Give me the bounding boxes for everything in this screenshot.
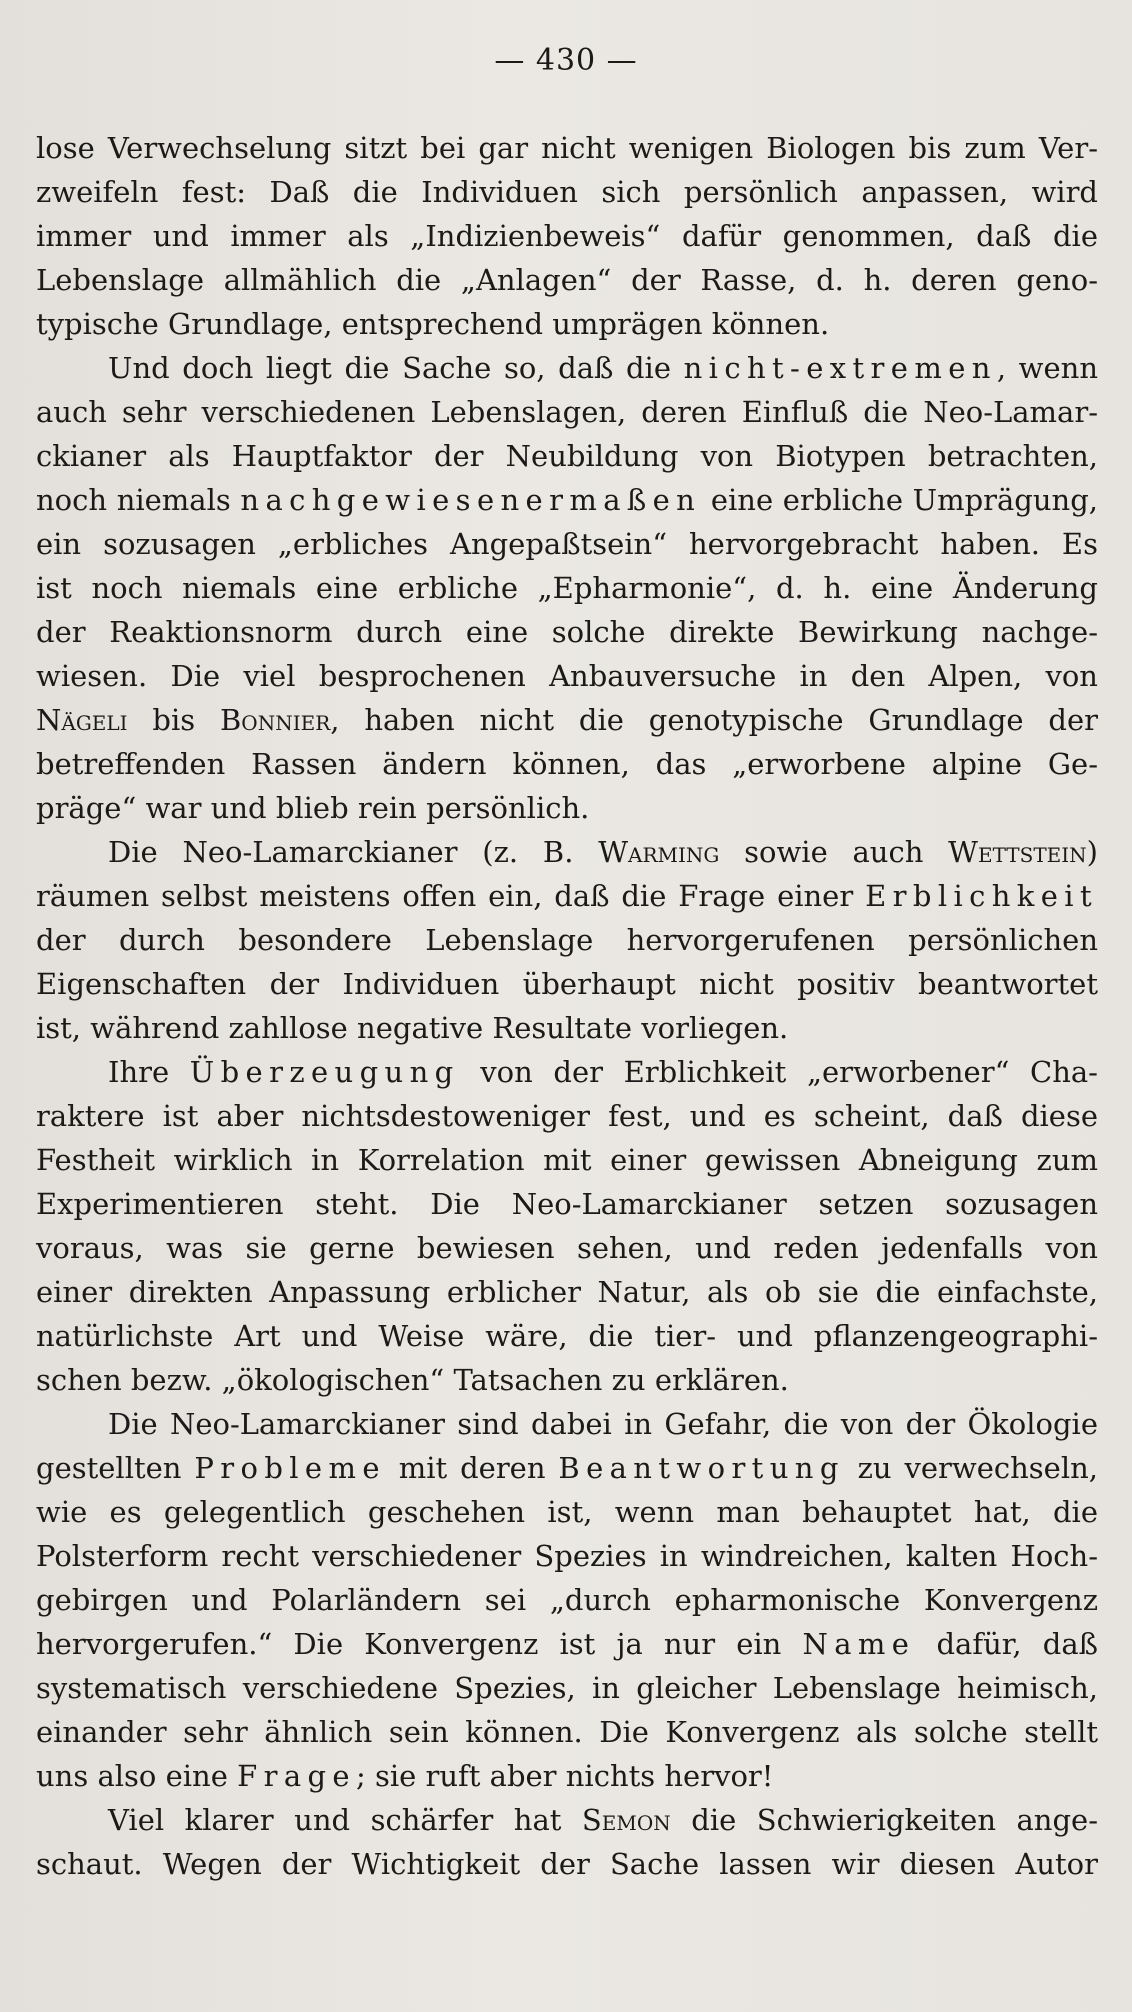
text-line: raktere ist aber nichtsdestoweniger fest, und es scheint, daß diese	[36, 1099, 1098, 1133]
text-line: typische Grundlage, entsprechend umprägen können.	[36, 307, 830, 341]
text-line: ist, während zahllose negative Resultate vorliegen.	[36, 1011, 789, 1045]
body-text	[36, 126, 1098, 1886]
text-line: Die Neo-Lamarckianer sind dabei in Gefahr, die von der Ökologie	[108, 1407, 1098, 1441]
text-line: zweifeln fest: Daß die Individuen sich persönlich anpassen, wird	[36, 175, 1098, 209]
text-line: ein sozusagen „erbliches Angepaßtsein“ hervorgebracht haben. Es	[36, 527, 1098, 561]
text-line: der durch besondere Lebenslage hervorgerufenen persönlichen	[36, 923, 1098, 957]
text-line: natürlichste Art und Weise wäre, die tier- und pflanzengeographi-	[36, 1319, 1098, 1353]
text-line: Festheit wirklich in Korrelation mit einer gewissen Abneigung zum	[36, 1143, 1098, 1177]
text-line: wiesen. Die viel besprochenen Anbauversuche in den Alpen, von	[36, 659, 1098, 693]
text-line: hervorgerufen.“ Die Konvergenz ist ja nur ein Name dafür, daß	[36, 1627, 1099, 1661]
text-line: Nägeli bis Bonnier, haben nicht die genotypische Grundlage der	[36, 703, 1098, 737]
text-line: der Reaktionsnorm durch eine solche direkte Bewirkung nachge-	[36, 615, 1098, 649]
text-line: voraus, was sie gerne bewiesen sehen, und reden jedenfalls von	[36, 1231, 1098, 1265]
text-line: räumen selbst meistens offen ein, daß die Frage einer Erblichkeit	[36, 879, 1098, 913]
text-line: Ihre Überzeugung von der Erblichkeit „erworbener“ Cha-	[108, 1055, 1098, 1089]
text-line: uns also eine Frage; sie ruft aber nichts hervor!	[36, 1759, 774, 1793]
text-line: immer und immer als „Indizienbeweis“ dafür genommen, daß die	[36, 219, 1098, 253]
text-line: Experimentieren steht. Die Neo-Lamarckianer setzen sozusagen	[36, 1187, 1098, 1221]
text-line: gebirgen und Polarländern sei „durch epharmonische Konvergenz	[36, 1583, 1098, 1617]
text-line: systematisch verschiedene Spezies, in gleicher Lebenslage heimisch,	[36, 1671, 1098, 1705]
text-line: gestellten Probleme mit deren Beantwortung zu verwechseln,	[36, 1451, 1099, 1485]
text-line: ckianer als Hauptfaktor der Neubildung von Biotypen betrachten,	[36, 439, 1098, 473]
text-line: Polsterform recht verschiedener Spezies in windreichen, kalten Hoch-	[36, 1539, 1098, 1573]
text-line: noch niemals nachgewiesenermaßen eine erbliche Umprägung,	[36, 483, 1098, 517]
text-line: schaut. Wegen der Wichtigkeit der Sache lassen wir diesen Autor	[36, 1847, 1098, 1881]
text-line: Lebenslage allmählich die „Anlagen“ der Rasse, d. h. deren geno-	[36, 263, 1098, 297]
page-number: — 430 —	[494, 43, 638, 78]
text-line: einer direkten Anpassung erblicher Natur, als ob sie die einfachste,	[36, 1275, 1098, 1309]
text-line: Und doch liegt die Sache so, daß die nicht-extremen, wenn	[108, 351, 1098, 385]
text-line: Eigenschaften der Individuen überhaupt nicht positiv beantwortet	[36, 967, 1098, 1001]
text-line: Viel klarer und schärfer hat Semon die Schwierigkeiten ange-	[108, 1803, 1099, 1837]
text-line: Die Neo-Lamarckianer (z. B. Warming sowie auch Wettstein)	[108, 835, 1098, 869]
text-line: einander sehr ähnlich sein können. Die Konvergenz als solche stellt	[36, 1715, 1098, 1749]
text-line: ist noch niemals eine erbliche „Epharmonie“, d. h. eine Änderung	[36, 571, 1098, 605]
text-line: wie es gelegentlich geschehen ist, wenn man behauptet hat, die	[36, 1495, 1098, 1529]
text-line: auch sehr verschiedenen Lebenslagen, deren Einfluß die Neo-Lamar-	[36, 395, 1098, 429]
text-line: lose Verwechselung sitzt bei gar nicht wenigen Biologen bis zum Ver-	[36, 131, 1098, 165]
text-line: betreffenden Rassen ändern können, das „erworbene alpine Ge-	[36, 747, 1098, 781]
text-line: schen bezw. „ökologischen“ Tatsachen zu erklären.	[36, 1363, 789, 1397]
text-line: präge“ war und blieb rein persönlich.	[36, 791, 590, 825]
